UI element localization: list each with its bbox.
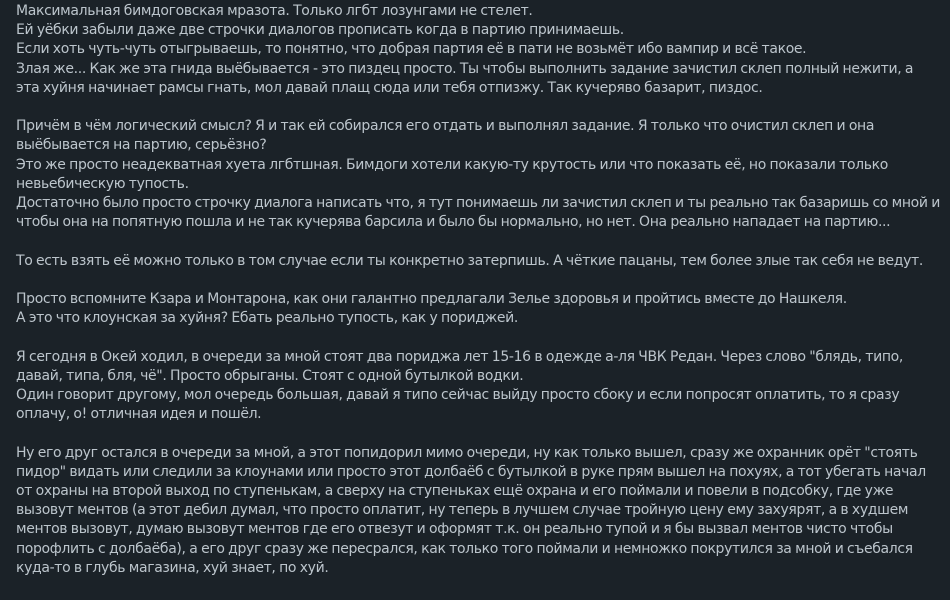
text-line: пидор" видать или следили за клоунами или просто этот долбаёб с бутылкой в руке прям вышел на похуях, а тот убегать начал [16,463,926,480]
text-line: эта хуйня начинает рамсы гнать, мол давай плащ сюда или тебя отпизжу. Так кучеряво базарит, пиздос. [16,79,763,96]
post-paragraph [16,444,942,578]
text-line: вызовут ментов (а этот дебил думал, что просто оплатит, ну теперь в лучшем случае тройную цену ему захуярят, а в худшем [16,502,909,519]
text-line: Ей уёбки забыли даже две строчки диалогов прописать когда в партию принимаешь. [16,22,624,39]
text-line: давай, типа, бля, чё". Просто обрыганы. Стоят с одной бутылкой водки. [16,367,524,384]
text-line: Ну его друг остался в очереди за мной, а этот попидорил мимо очереди, ну как только вышел, сразу же охранник орёт "стоять [16,444,918,461]
text-line: куда-то в глубь магазина, хуй знает, по хуй. [16,559,329,576]
text-line: Я сегодня в Окей ходил, в очереди за мной стоят два пориджа лет 15-16 в одежде а-ля ЧВК Редан. Через слово "блядь, типо, [16,348,903,365]
text-line: чтобы она на попятную пошла и не так кучерява барсила и было бы нормально, но нет. Она реально нападает на партию... [16,214,891,231]
text-line: Это же просто неадекватная хуета лгбтшная. Бимдоги хотели какую-ту крутость или что показать её, но показали только [16,156,888,173]
text-line: порофлить с долбаёба), а его друг сразу же пересрался, как только того поймали и немножко покрутился за мной и съебался [16,540,913,557]
text-line: от охраны на второй выход по ступенькам, а сверху на ступеньках ещё охрана и его поймали и повели в подсобку, где уже [16,483,894,499]
text-line: оплачу, о! отличная идея и пошёл. [16,406,262,423]
text-line: Злая же... Как же эта гнида выёбывается - это пиздец просто. Ты чтобы выполнить задание зачистил склеп полный нежити, а [16,60,914,77]
text-line: ментов вызовут, думаю вызовут ментов где его отвезут и оформят т.к. он реально тупой и я бы вызвал ментов чисто чтобы [16,521,893,538]
text-line: Один говорит другому, мол очередь большая, давай я типо сейчас выйду просто сбоку и если попросят оплатить, то я сразу [16,387,900,403]
text-line: То есть взять её можно только в том случае если ты конкретно затерпишь. А чёткие пацаны, тем более злые так себя не ведут. [16,252,923,269]
text-line: А это что клоунская за хуйня? Ебать реально тупость, как у пориджей. [16,310,518,327]
post-paragraph [16,252,942,271]
text-line: Максимальная бимдоговская мразота. Только лгбт лозунгами не стелет. [16,3,533,19]
post-paragraph [16,2,942,98]
text-line: Просто вспомните Кзара и Монтарона, как они галантно предлагали Зелье здоровья и пройтись вместе до Нашкеля. [16,291,847,307]
post-paragraph [16,117,942,232]
text-line: Достаточно было просто строчку диалога написать что, я тут понимаешь ли зачистил склеп и ты реально так базаришь со мной и [16,195,940,212]
post-paragraph [16,290,942,328]
post-paragraph [16,348,942,425]
text-line: выёбывается на партию, серьёзно? [16,137,267,154]
text-line: Причём в чём логический смысл? Я и так ей собирался его отдать и выполнял задание. Я только что очистил склеп и она [16,118,875,135]
text-line: невьебическую тупость. [16,175,189,192]
text-line: Если хоть чуть-чуть отыгрываешь, то понятно, что добрая партия её в пати не возьмёт ибо вампир и всё такое. [16,41,807,58]
